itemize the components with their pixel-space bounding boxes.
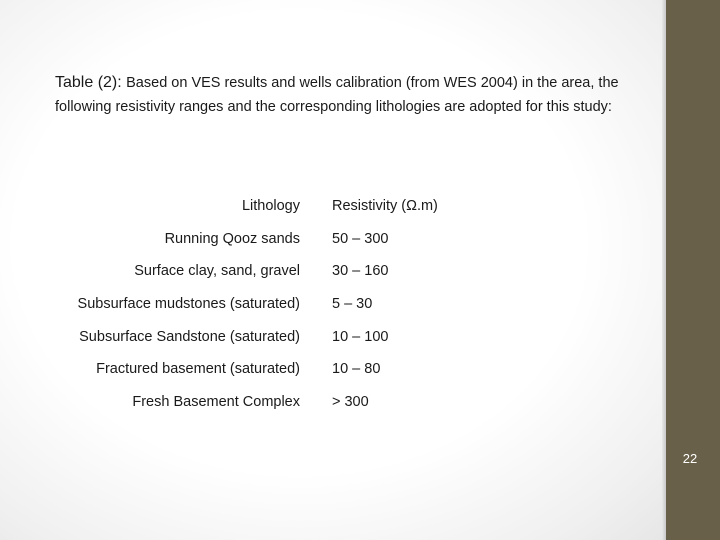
resistivity-cell: 10 – 80 [332,361,381,378]
resistivity-cell: 10 – 100 [332,328,389,345]
caption-title: Table (2): [55,74,127,91]
table-row [60,386,500,419]
header-lithology: Lithology [241,198,300,215]
right-bracket-icon [704,443,710,475]
table-row [60,320,500,353]
lithology-cell: Fractured basement (saturated) [96,361,300,378]
page-number-box [670,443,710,477]
lithology-cell: Subsurface mudstones (saturated) [77,296,300,313]
header-resistivity: Resistivity (Ω.m) [332,198,438,215]
lithology-cell: Subsurface Sandstone (saturated) [79,328,300,345]
resistivity-cell: 50 – 300 [332,230,389,247]
resistivity-cell: > 300 [332,393,369,410]
lithology-resistivity-table [60,190,500,418]
resistivity-cell: 30 – 160 [332,263,389,280]
table-row [60,353,500,386]
table-row [60,223,500,256]
table-caption [55,71,630,119]
lithology-cell: Running Qooz sands [164,230,300,247]
table-row [60,255,500,288]
table-row [60,288,500,321]
table-header-row [60,190,500,223]
resistivity-cell: 5 – 30 [332,296,373,313]
lithology-cell: Surface clay, sand, gravel [134,263,300,280]
lithology-cell: Fresh Basement Complex [132,393,300,410]
caption-text: Based on VES results and wells calibration (from WES 2004) in the area, the following resistivity ranges and the corresponding lithologies are adopted for this study: [55,75,619,115]
page-number: 22 [682,451,698,466]
